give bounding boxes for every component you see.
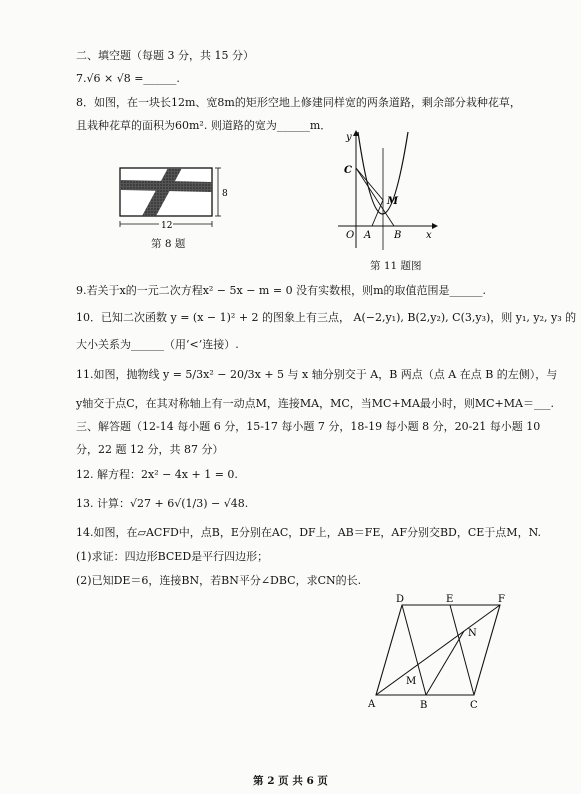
question-11-line1: 11.如图，抛物线 y = 5/3x² − 20/3x + 5 与 x 轴分别交于 A，B 两点（点 A 在点 B 的左侧），与 <box>76 368 558 381</box>
question-10-line2: 大小关系为______（用‘<’连接）. <box>76 338 239 351</box>
svg-text:M: M <box>406 676 417 687</box>
segment-AF <box>376 605 500 695</box>
svg-text:F: F <box>498 594 505 605</box>
question-8-line2: 且栽种花草的面积为60m². 则道路的宽为______m． <box>76 119 332 132</box>
question-7: 7.√6 × √8 =______. <box>76 72 180 85</box>
svg-text:E: E <box>446 594 454 605</box>
section3-header-line1: 三、解答题（12-14 每小题 6 分，15-17 每小题 7 分，18-19 每小题 8 分，20-21 每小题 10 <box>76 420 541 433</box>
question-14-line1: 14.如图，在▱ACFD中，点B，E分别在AC，DF上，AB＝FE，AF分别交BD，CE于点M，N. <box>76 526 541 539</box>
figure-11 <box>336 128 440 252</box>
svg-text:y: y <box>346 132 352 143</box>
svg-text:A: A <box>368 699 376 710</box>
svg-text:N: N <box>468 628 477 639</box>
segment-BN <box>426 631 464 695</box>
fig11-caption: 第 11 题图 <box>370 260 422 272</box>
question-9: 9.若关于x的一元二次方程x² − 5x − m = 0 没有实数根，则m的取值范围是______. <box>76 284 486 297</box>
question-11-line2: y轴交于点C，在其对称轴上有一动点M，连接MA，MC，当MC+MA最小时，则MC+MA＝___. <box>76 397 554 410</box>
svg-text:B: B <box>394 230 402 241</box>
question-14-part2: (2)已知DE＝6，连接BN，若BN平分∠DBC，求CN的长. <box>76 574 362 587</box>
fig8-length-label: 12 <box>161 221 173 231</box>
question-8-line1: 8．如图，在一块长12m、宽8m的矩形空地上修建同样宽的两条道路，剩余部分栽种花草， <box>76 96 521 109</box>
segment-CE <box>450 605 474 695</box>
figure-14 <box>362 592 522 712</box>
svg-text:O: O <box>346 230 355 241</box>
page-footer: 第 2 页 共 6 页 <box>253 775 328 787</box>
section3-header-line2: 分，22 题 12 分，共 87 分） <box>76 443 224 456</box>
question-14-part1: (1)求证：四边形BCED是平行四边形； <box>76 550 269 563</box>
svg-text:C: C <box>344 165 352 176</box>
figure-8 <box>112 160 237 232</box>
svg-text:B: B <box>420 700 428 711</box>
svg-text:M: M <box>387 196 399 207</box>
fig8-width-label: 8 <box>222 189 228 199</box>
svg-text:x: x <box>426 230 432 241</box>
question-12: 12. 解方程：2x² − 4x + 1 = 0. <box>76 468 238 481</box>
svg-text:D: D <box>396 594 405 605</box>
fig8-caption: 第 8 题 <box>151 238 186 250</box>
svg-text:A: A <box>364 230 372 241</box>
question-10-line1: 10．已知二次函数 y = (x − 1)² + 2 的图象上有三点， A(−2,y₁), B(2,y₂), C(3,y₃)，则 y₁, y₂, y₃ 的 <box>76 311 577 324</box>
svg-text:C: C <box>470 700 478 711</box>
section2-header: 二、填空题（每题 3 分，共 15 分） <box>76 49 254 62</box>
question-13: 13. 计算：√27 + 6√(1/3) − √48. <box>76 497 249 510</box>
